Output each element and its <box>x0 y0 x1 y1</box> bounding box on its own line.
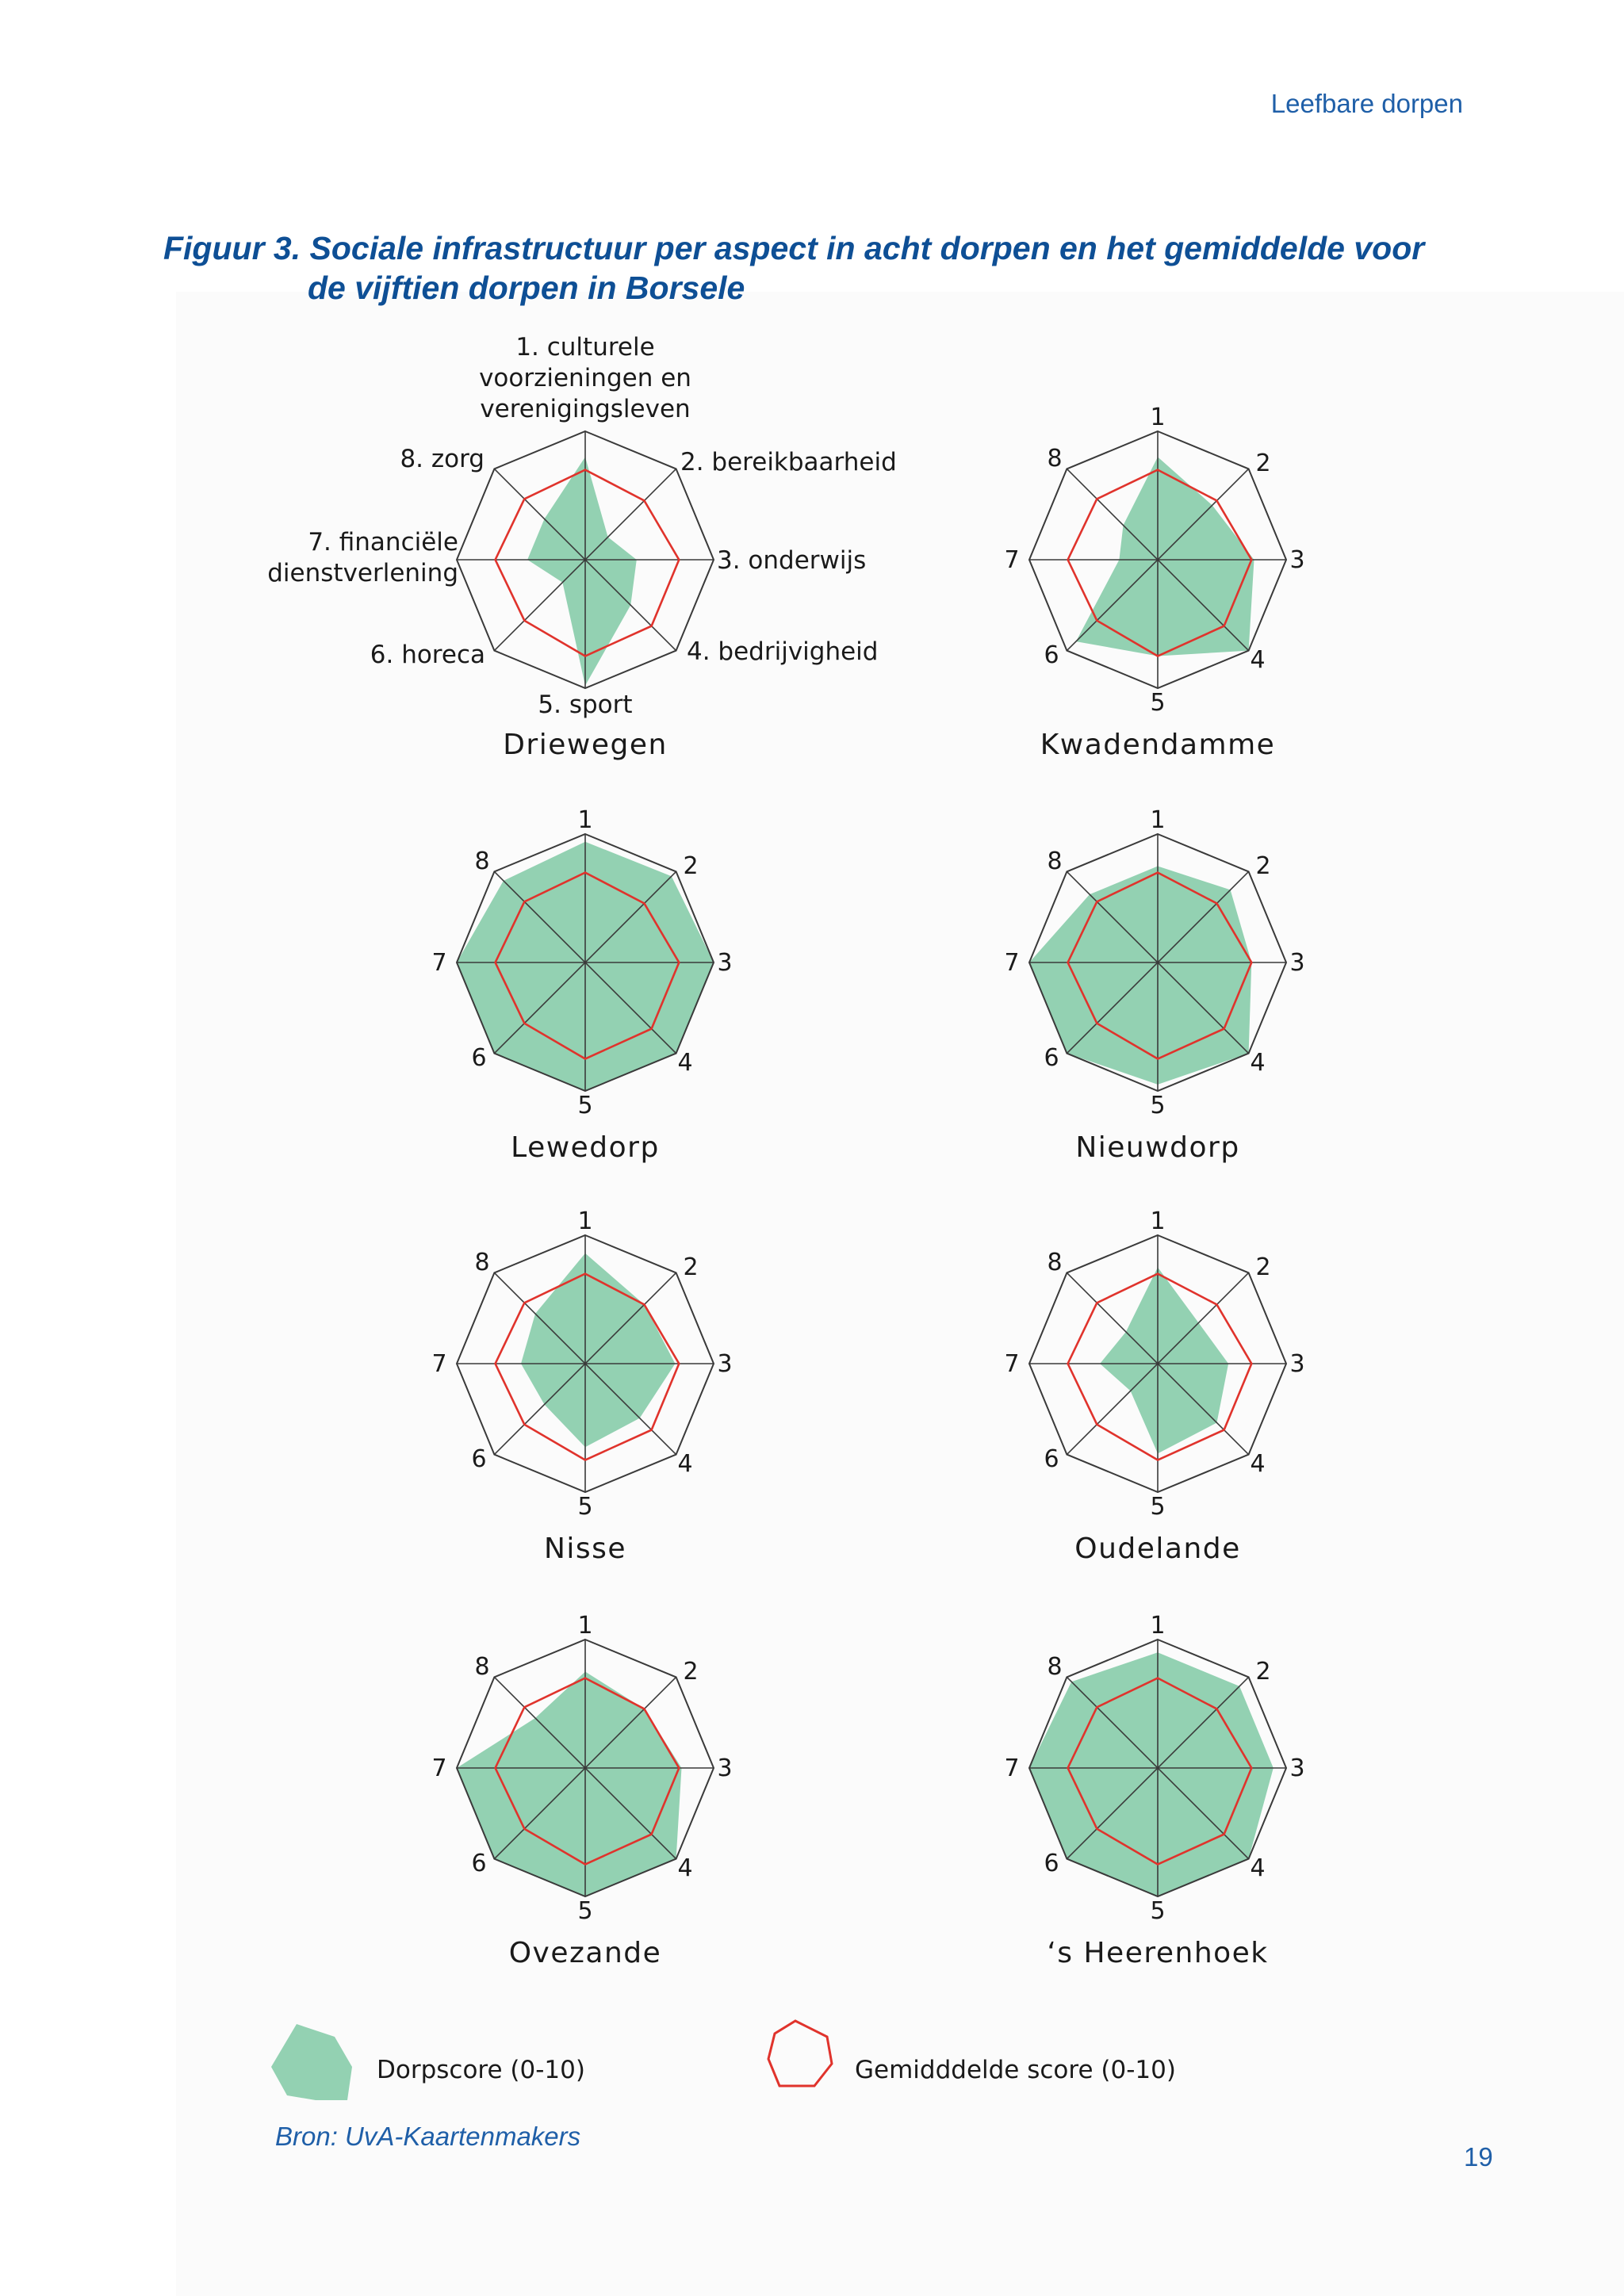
axis-label-2: 2 <box>1255 852 1271 880</box>
figure-title-line-2: de vijftien dorpen in Borsele <box>308 270 745 306</box>
axis-label-3 <box>717 546 866 575</box>
axis-label-3: 3 <box>717 1350 733 1378</box>
village-name: Kwadendamme <box>1040 729 1276 761</box>
axis-label-line: 8. zorg <box>400 445 485 473</box>
axis-label-1: 1 <box>1150 404 1166 431</box>
axis-label-2: 2 <box>683 1658 699 1686</box>
axis-label-8: 8 <box>1047 848 1063 875</box>
axis-label-4: 4 <box>1250 646 1266 674</box>
figure-title-line-1: Figuur 3. Sociale infrastructuur per aspect in acht dorpen en het gemiddelde voor <box>163 230 1425 266</box>
village-name: Nieuwdorp <box>1075 1131 1240 1164</box>
axis-label-8: 8 <box>474 848 490 875</box>
axis-label-3: 3 <box>1289 1350 1305 1378</box>
village-score-area <box>527 457 637 685</box>
axis-label-6: 6 <box>471 1850 487 1877</box>
axis-label-8: 8 <box>474 1653 490 1681</box>
axis-label-line: voorzieningen en <box>479 364 691 392</box>
axis-label-2: 2 <box>1255 450 1271 477</box>
axis-label-2: 2 <box>683 852 699 880</box>
axis-label-2: 2 <box>683 1253 699 1281</box>
running-header: Leefbare dorpen <box>1270 89 1463 118</box>
legend-average-swatch <box>765 2018 837 2092</box>
axis-label-4 <box>687 637 878 666</box>
axis-label-6: 6 <box>471 1445 487 1473</box>
radar-chart <box>267 333 897 761</box>
axis-label-line: 2. bereikbaarheid <box>680 448 897 476</box>
axis-label-7: 7 <box>1004 949 1020 977</box>
axis-label-5 <box>538 691 632 719</box>
axis-label-4: 4 <box>1250 1450 1266 1478</box>
axis-label-line: 1. culturele <box>515 333 655 362</box>
axis-label-line: 6. horeca <box>370 641 485 669</box>
axis-label-4: 4 <box>1250 1049 1266 1077</box>
village-name: Lewedorp <box>511 1131 660 1164</box>
axis-label-line: dienstverlening <box>267 559 458 587</box>
axis-label-line: 3. onderwijs <box>717 546 867 575</box>
axis-label-7: 7 <box>431 1350 447 1378</box>
axis-label-1: 1 <box>577 1612 593 1640</box>
page-number: 19 <box>1464 2142 1493 2172</box>
axis-label-3: 3 <box>1289 1755 1305 1782</box>
village-name: Driewegen <box>503 729 668 761</box>
axis-label-6: 6 <box>1044 1044 1059 1072</box>
village-score-area <box>1029 867 1251 1085</box>
axis-label-3: 3 <box>1289 949 1305 977</box>
radar-chart <box>431 806 732 1164</box>
axis-label-8: 8 <box>474 1249 490 1276</box>
axis-label-6: 6 <box>1044 1850 1059 1877</box>
axis-label-6: 6 <box>1044 1445 1059 1473</box>
village-name: Ovezande <box>508 1937 662 1969</box>
village-score-area <box>1100 1268 1228 1454</box>
axis-label-line: 4. bedrijvigheid <box>687 637 879 666</box>
radar-chart <box>1004 1207 1304 1565</box>
axis-label-7 <box>267 528 458 587</box>
axis-label-6: 6 <box>1044 641 1059 669</box>
axis-label-2: 2 <box>1255 1658 1271 1686</box>
axis-label-1: 1 <box>1150 806 1166 834</box>
axis-label-5: 5 <box>1150 689 1166 717</box>
radar-chart <box>1004 1612 1304 1969</box>
axis-label-8: 8 <box>1047 445 1063 473</box>
axis-label-5: 5 <box>1150 1493 1166 1521</box>
village-score-area <box>1076 457 1254 656</box>
axis-label-6: 6 <box>471 1044 487 1072</box>
axis-label-8: 8 <box>1047 1249 1063 1276</box>
axis-label-line: 7. financiële <box>308 528 458 557</box>
radar-chart <box>431 1612 732 1969</box>
source-note: Bron: UvA-Kaartenmakers <box>275 2122 581 2151</box>
radar-chart <box>1004 806 1304 1164</box>
axis-label-4: 4 <box>677 1450 693 1478</box>
axis-label-5: 5 <box>1150 1092 1166 1119</box>
axis-label-3: 3 <box>717 949 733 977</box>
axis-label-1: 1 <box>1150 1207 1166 1235</box>
legend-average-label: Gemidddelde score (0-10) <box>855 2056 1176 2084</box>
axis-label-7: 7 <box>1004 1755 1020 1782</box>
axis-label-4: 4 <box>677 1854 693 1882</box>
axis-label-5: 5 <box>577 1493 593 1521</box>
axis-label-5: 5 <box>577 1092 593 1119</box>
axis-label-line: verenigingsleven <box>480 395 691 423</box>
axis-label-1: 1 <box>577 1207 593 1235</box>
radar-chart <box>431 1207 732 1565</box>
village-name: ‘s Heerenhoek <box>1047 1937 1269 1969</box>
axis-label-8: 8 <box>1047 1653 1063 1681</box>
legend-village-swatch <box>268 2018 355 2108</box>
village-name: Oudelande <box>1074 1533 1241 1565</box>
axis-label-2: 2 <box>1255 1253 1271 1281</box>
village-name: Nisse <box>543 1533 627 1565</box>
axis-label-3: 3 <box>717 1755 733 1782</box>
axis-label-7: 7 <box>1004 546 1020 574</box>
axis-label-7: 7 <box>1004 1350 1020 1378</box>
axis-label-8 <box>400 445 485 473</box>
axis-label-7: 7 <box>431 1755 447 1782</box>
axis-label-4: 4 <box>1250 1854 1266 1882</box>
axis-label-line: 5. sport <box>538 691 633 719</box>
axis-label-1: 1 <box>1150 1612 1166 1640</box>
axis-label-7: 7 <box>431 949 447 977</box>
legend-village-label: Dorpscore (0-10) <box>377 2056 585 2084</box>
axis-label-1 <box>479 333 691 423</box>
axis-label-2 <box>680 448 897 476</box>
axis-label-1: 1 <box>577 806 593 834</box>
axis-label-5: 5 <box>577 1897 593 1925</box>
axis-label-3: 3 <box>1289 546 1305 574</box>
axis-label-6 <box>370 641 485 669</box>
axis-label-5: 5 <box>1150 1897 1166 1925</box>
axis-label-4: 4 <box>677 1049 693 1077</box>
radar-chart <box>1004 404 1304 761</box>
